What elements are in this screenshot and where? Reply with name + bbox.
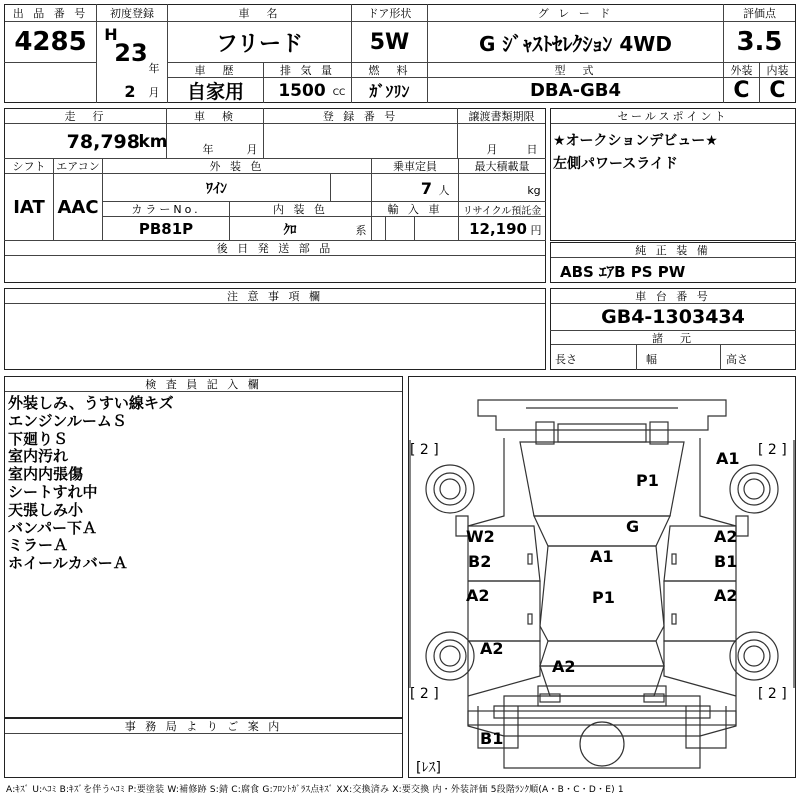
year-unit: 年	[148, 62, 160, 75]
score: 3.5	[736, 27, 783, 57]
transfer-label: 譲渡書類期限	[458, 109, 545, 124]
dims-label: 諸 元	[551, 331, 795, 345]
inspection-month-unit: 月	[246, 143, 258, 156]
equipment-value: ABS ｴｱB PS PW	[560, 263, 686, 281]
car-name-label: 車 名	[168, 5, 351, 22]
damage-mark: B2	[468, 552, 492, 571]
model: DBA-GB4	[529, 80, 622, 101]
sales-point-line: ★オークションデビュー★	[553, 133, 718, 149]
damage-mark: B1	[480, 729, 504, 748]
inspector-notes	[8, 395, 174, 573]
inspector-note: 天張しみ小	[8, 500, 84, 519]
intcolor-label: 内 装 色	[230, 202, 371, 217]
shift: IAT	[13, 197, 45, 218]
lot-number-label: 出 品 番 号	[5, 5, 96, 22]
interior-grade: C	[769, 78, 786, 103]
damage-mark: G	[626, 517, 640, 536]
later-parts-label: 後 日 発 送 部 品	[5, 241, 545, 256]
displacement-label: 排 気 量	[264, 63, 351, 78]
maxload-label: 最大積載量	[459, 159, 545, 174]
tire-label: [ 2 ]	[410, 686, 439, 702]
inspector-label: 検 査 員 記 入 欄	[5, 377, 402, 392]
yen-unit: 円	[530, 224, 542, 237]
inspector-note: 室内内張傷	[8, 465, 84, 484]
door-type: 5W	[369, 29, 410, 55]
damage-mark: W2	[466, 527, 495, 546]
damage-mark: P1	[592, 588, 615, 607]
tire-label: [ 2 ]	[410, 442, 439, 458]
km-unit: km	[138, 132, 168, 152]
sales-point-label: セールスポイント	[551, 109, 795, 124]
exterior-grade: C	[733, 78, 750, 103]
cc-unit: CC	[332, 88, 346, 98]
car-history: 自家用	[186, 81, 244, 103]
mileage-label: 走 行	[5, 109, 166, 124]
recycle-fee: 12,190	[469, 219, 527, 238]
width-label: 幅	[646, 353, 657, 366]
capacity-label: 乗車定員	[372, 159, 458, 174]
car-diagram	[408, 376, 796, 778]
damage-mark: A2	[552, 657, 576, 676]
exterior-label: 外装	[724, 63, 759, 78]
colorno-label: カラーNo.	[103, 202, 229, 217]
car-name: フリード	[215, 31, 304, 57]
damage-mark: A1	[716, 449, 740, 468]
height-label: 高さ	[726, 353, 748, 366]
spare-label: [ﾚｽ]	[416, 760, 441, 776]
chassis-label: 車 台 番 号	[551, 289, 795, 304]
displacement: 1500	[278, 80, 326, 101]
ac-label: エアコン	[54, 159, 102, 174]
damage-mark: A2	[714, 527, 738, 546]
damage-mark: A2	[714, 586, 738, 605]
inspector-note: エンジンルームＳ	[8, 411, 127, 430]
notes-label: 注 意 事 項 欄	[5, 289, 545, 304]
history-label: 車 歴	[168, 63, 263, 78]
grade: G ｼﾞｬｽﾄｾﾚｸｼｮﾝ 4WD	[479, 31, 672, 56]
interior-label: 内装	[760, 63, 795, 78]
sales-point-box	[550, 108, 796, 241]
month-unit: 月	[148, 86, 160, 99]
legend: A:ｷｽﾞ U:ﾍｺﾐ B:ｷｽﾞを伴うﾍｺﾐ P:要塗装 W:補修跡 S:錆 C:腐食 G:ﾌﾛﾝﾄｶﾞﾗｽ点ｷｽﾞ XX:交換済み X:要交換 内・外装評価 5段階ﾗﾝｸ順(A・B・C・D・E) 1	[6, 785, 624, 795]
inspection-year-unit: 年	[202, 143, 214, 156]
tire-label: [ 2 ]	[758, 442, 787, 458]
kg-unit: kg	[527, 183, 541, 197]
first-reg-year: 23	[114, 39, 148, 67]
mileage: 78,798	[66, 131, 140, 153]
inspector-note: ホイールカバーＡ	[8, 554, 128, 573]
inspector-note: 室内汚れ	[8, 447, 69, 466]
fuel: ｶﾞｿﾘﾝ	[369, 82, 410, 101]
import-label: 輸 入 車	[372, 202, 458, 217]
inspector-note: 外装しみ、うすい線キズ	[8, 394, 174, 412]
inspector-note: シートすれ中	[8, 482, 98, 501]
equipment-label: 純 正 装 備	[551, 243, 795, 258]
damage-mark: P1	[636, 471, 659, 490]
regno-label: 登 録 番 号	[264, 109, 457, 124]
color-label: 外 装 色	[103, 159, 371, 174]
tire-label: [ 2 ]	[758, 686, 787, 702]
exterior-color: ﾜｲﾝ	[206, 181, 227, 197]
inspector-note: ミラーＡ	[8, 536, 69, 555]
length-label: 長さ	[555, 353, 577, 366]
damage-mark: A2	[480, 639, 504, 658]
score-label: 評価点	[724, 5, 795, 22]
grade-label: グ レ ー ド	[428, 5, 723, 22]
damage-mark: A1	[590, 547, 614, 566]
transfer-month-unit: 月	[486, 143, 498, 156]
damage-mark: A2	[466, 586, 490, 605]
interior-color: ｸﾛ	[283, 223, 297, 238]
interior-color-unit: 系	[355, 224, 367, 237]
transfer-day-unit: 日	[526, 143, 538, 156]
model-label: 型 式	[428, 63, 723, 78]
lot-number: 4285	[14, 27, 87, 57]
inspection-label: 車 検	[167, 109, 263, 124]
shift-label: シフト	[5, 159, 53, 174]
inspector-note: 下廻りＳ	[8, 429, 69, 448]
inspector-note: バンパー下Ａ	[8, 518, 97, 537]
door-label: ドア形状	[352, 5, 427, 22]
air-conditioner: AAC	[57, 197, 99, 218]
color-number: PB81P	[138, 219, 194, 238]
first-reg-month: 2	[124, 81, 136, 101]
chassis-number: GB4-1303434	[601, 306, 745, 328]
recycle-label: リサイクル預託金	[459, 202, 545, 217]
first-reg-label: 初度登録	[97, 5, 167, 22]
office-label: 事 務 局 よ り ご 案 内	[5, 719, 402, 734]
sales-point-line: 左側パワースライド	[553, 156, 678, 172]
capacity-unit: 人	[438, 184, 450, 197]
fuel-label: 燃 料	[352, 63, 427, 78]
damage-mark: B1	[714, 552, 738, 571]
capacity: 7	[420, 178, 432, 198]
era-label: H	[104, 24, 118, 44]
